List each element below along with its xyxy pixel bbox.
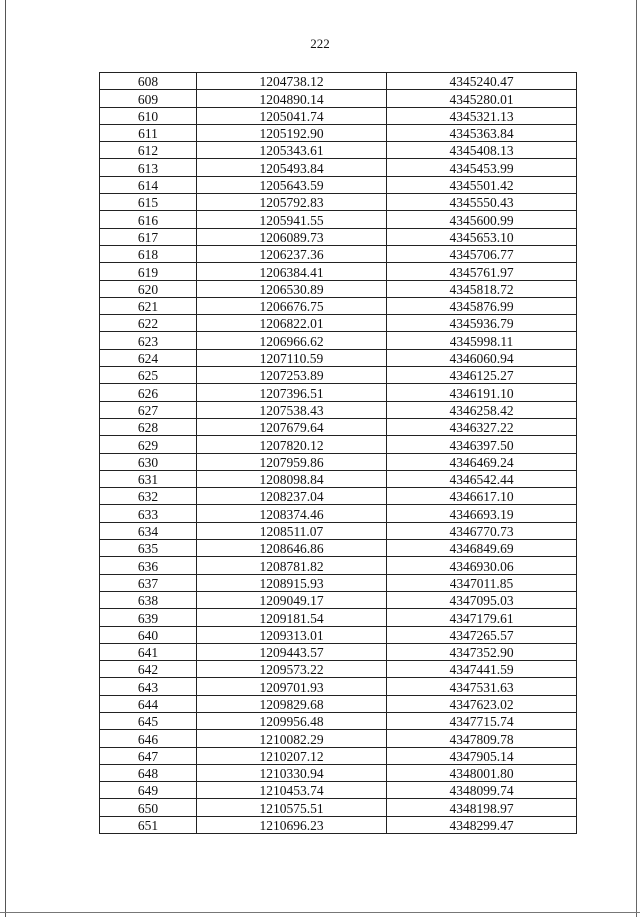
y-coordinate-cell: 4347352.90 bbox=[387, 643, 577, 660]
x-coordinate-cell: 1206676.75 bbox=[197, 297, 387, 314]
x-coordinate-cell: 1205493.84 bbox=[197, 159, 387, 176]
table-row bbox=[100, 764, 577, 781]
y-coordinate-cell: 4346258.42 bbox=[387, 401, 577, 418]
table-row bbox=[100, 315, 577, 332]
point-number-cell: 650 bbox=[100, 799, 197, 816]
x-coordinate-cell: 1208374.46 bbox=[197, 505, 387, 522]
table-row bbox=[100, 557, 577, 574]
table-row bbox=[100, 349, 577, 366]
y-coordinate-cell: 4347809.78 bbox=[387, 730, 577, 747]
point-number-cell: 630 bbox=[100, 453, 197, 470]
table-row bbox=[100, 540, 577, 557]
y-coordinate-cell: 4345363.84 bbox=[387, 124, 577, 141]
x-coordinate-cell: 1205792.83 bbox=[197, 194, 387, 211]
table-row bbox=[100, 488, 577, 505]
x-coordinate-cell: 1207110.59 bbox=[197, 349, 387, 366]
point-number-cell: 625 bbox=[100, 367, 197, 384]
x-coordinate-cell: 1208915.93 bbox=[197, 574, 387, 591]
table-row bbox=[100, 245, 577, 262]
point-number-cell: 626 bbox=[100, 384, 197, 401]
point-number-cell: 627 bbox=[100, 401, 197, 418]
point-number-cell: 638 bbox=[100, 591, 197, 608]
point-number-cell: 623 bbox=[100, 332, 197, 349]
x-coordinate-cell: 1204738.12 bbox=[197, 73, 387, 90]
y-coordinate-cell: 4348299.47 bbox=[387, 816, 577, 833]
coordinate-table bbox=[99, 72, 577, 834]
x-coordinate-cell: 1207959.86 bbox=[197, 453, 387, 470]
x-coordinate-cell: 1209701.93 bbox=[197, 678, 387, 695]
point-number-cell: 615 bbox=[100, 194, 197, 211]
y-coordinate-cell: 4345408.13 bbox=[387, 142, 577, 159]
point-number-cell: 617 bbox=[100, 228, 197, 245]
table-row bbox=[100, 384, 577, 401]
y-coordinate-cell: 4347905.14 bbox=[387, 747, 577, 764]
x-coordinate-cell: 1209049.17 bbox=[197, 591, 387, 608]
x-coordinate-cell: 1205192.90 bbox=[197, 124, 387, 141]
point-number-cell: 651 bbox=[100, 816, 197, 833]
point-number-cell: 643 bbox=[100, 678, 197, 695]
y-coordinate-cell: 4346327.22 bbox=[387, 418, 577, 435]
y-coordinate-cell: 4345240.47 bbox=[387, 73, 577, 90]
x-coordinate-cell: 1208646.86 bbox=[197, 540, 387, 557]
table-row bbox=[100, 142, 577, 159]
point-number-cell: 614 bbox=[100, 176, 197, 193]
point-number-cell: 610 bbox=[100, 107, 197, 124]
y-coordinate-cell: 4347265.57 bbox=[387, 626, 577, 643]
x-coordinate-cell: 1210207.12 bbox=[197, 747, 387, 764]
y-coordinate-cell: 4348099.74 bbox=[387, 782, 577, 799]
point-number-cell: 618 bbox=[100, 245, 197, 262]
page-number: 222 bbox=[310, 36, 330, 51]
point-number-cell: 633 bbox=[100, 505, 197, 522]
y-coordinate-cell: 4345550.43 bbox=[387, 194, 577, 211]
table-row bbox=[100, 297, 577, 314]
x-coordinate-cell: 1204890.14 bbox=[197, 90, 387, 107]
x-coordinate-cell: 1209181.54 bbox=[197, 609, 387, 626]
table-row bbox=[100, 643, 577, 660]
x-coordinate-cell: 1208511.07 bbox=[197, 522, 387, 539]
point-number-cell: 634 bbox=[100, 522, 197, 539]
x-coordinate-cell: 1210575.51 bbox=[197, 799, 387, 816]
y-coordinate-cell: 4346849.69 bbox=[387, 540, 577, 557]
point-number-cell: 635 bbox=[100, 540, 197, 557]
x-coordinate-cell: 1207820.12 bbox=[197, 436, 387, 453]
y-coordinate-cell: 4347179.61 bbox=[387, 609, 577, 626]
point-number-cell: 620 bbox=[100, 280, 197, 297]
point-number-cell: 637 bbox=[100, 574, 197, 591]
point-number-cell: 646 bbox=[100, 730, 197, 747]
y-coordinate-cell: 4348198.97 bbox=[387, 799, 577, 816]
table-row bbox=[100, 816, 577, 833]
y-coordinate-cell: 4345876.99 bbox=[387, 297, 577, 314]
point-number-cell: 645 bbox=[100, 712, 197, 729]
y-coordinate-cell: 4345653.10 bbox=[387, 228, 577, 245]
table-row bbox=[100, 73, 577, 90]
y-coordinate-cell: 4348001.80 bbox=[387, 764, 577, 781]
point-number-cell: 611 bbox=[100, 124, 197, 141]
table-row bbox=[100, 712, 577, 729]
table-row bbox=[100, 661, 577, 678]
y-coordinate-cell: 4345600.99 bbox=[387, 211, 577, 228]
point-number-cell: 629 bbox=[100, 436, 197, 453]
coordinate-table-body bbox=[100, 73, 577, 834]
point-number-cell: 631 bbox=[100, 470, 197, 487]
table-row bbox=[100, 124, 577, 141]
y-coordinate-cell: 4345280.01 bbox=[387, 90, 577, 107]
table-row bbox=[100, 591, 577, 608]
y-coordinate-cell: 4345761.97 bbox=[387, 263, 577, 280]
table-row bbox=[100, 401, 577, 418]
scan-bottom-edge bbox=[0, 912, 640, 913]
point-number-cell: 642 bbox=[100, 661, 197, 678]
table-row bbox=[100, 211, 577, 228]
x-coordinate-cell: 1208237.04 bbox=[197, 488, 387, 505]
table-row bbox=[100, 799, 577, 816]
y-coordinate-cell: 4346770.73 bbox=[387, 522, 577, 539]
table-row bbox=[100, 453, 577, 470]
y-coordinate-cell: 4347011.85 bbox=[387, 574, 577, 591]
table-row bbox=[100, 194, 577, 211]
y-coordinate-cell: 4347715.74 bbox=[387, 712, 577, 729]
x-coordinate-cell: 1207679.64 bbox=[197, 418, 387, 435]
y-coordinate-cell: 4345706.77 bbox=[387, 245, 577, 262]
scan-right-edge bbox=[636, 0, 637, 917]
point-number-cell: 639 bbox=[100, 609, 197, 626]
y-coordinate-cell: 4346469.24 bbox=[387, 453, 577, 470]
y-coordinate-cell: 4346191.10 bbox=[387, 384, 577, 401]
table-row bbox=[100, 730, 577, 747]
table-row bbox=[100, 505, 577, 522]
y-coordinate-cell: 4345501.42 bbox=[387, 176, 577, 193]
x-coordinate-cell: 1205041.74 bbox=[197, 107, 387, 124]
table-row bbox=[100, 228, 577, 245]
x-coordinate-cell: 1209443.57 bbox=[197, 643, 387, 660]
point-number-cell: 608 bbox=[100, 73, 197, 90]
point-number-cell: 609 bbox=[100, 90, 197, 107]
x-coordinate-cell: 1206384.41 bbox=[197, 263, 387, 280]
y-coordinate-cell: 4345998.11 bbox=[387, 332, 577, 349]
y-coordinate-cell: 4346060.94 bbox=[387, 349, 577, 366]
x-coordinate-cell: 1206530.89 bbox=[197, 280, 387, 297]
x-coordinate-cell: 1209829.68 bbox=[197, 695, 387, 712]
point-number-cell: 640 bbox=[100, 626, 197, 643]
x-coordinate-cell: 1206966.62 bbox=[197, 332, 387, 349]
table-row bbox=[100, 263, 577, 280]
y-coordinate-cell: 4346542.44 bbox=[387, 470, 577, 487]
y-coordinate-cell: 4346617.10 bbox=[387, 488, 577, 505]
x-coordinate-cell: 1210330.94 bbox=[197, 764, 387, 781]
table-row bbox=[100, 522, 577, 539]
point-number-cell: 624 bbox=[100, 349, 197, 366]
x-coordinate-cell: 1210082.29 bbox=[197, 730, 387, 747]
x-coordinate-cell: 1205643.59 bbox=[197, 176, 387, 193]
table-row bbox=[100, 280, 577, 297]
table-row bbox=[100, 107, 577, 124]
x-coordinate-cell: 1209573.22 bbox=[197, 661, 387, 678]
y-coordinate-cell: 4347441.59 bbox=[387, 661, 577, 678]
table-row bbox=[100, 574, 577, 591]
point-number-cell: 647 bbox=[100, 747, 197, 764]
x-coordinate-cell: 1206822.01 bbox=[197, 315, 387, 332]
y-coordinate-cell: 4346125.27 bbox=[387, 367, 577, 384]
x-coordinate-cell: 1208098.84 bbox=[197, 470, 387, 487]
x-coordinate-cell: 1209313.01 bbox=[197, 626, 387, 643]
y-coordinate-cell: 4345818.72 bbox=[387, 280, 577, 297]
y-coordinate-cell: 4346693.19 bbox=[387, 505, 577, 522]
x-coordinate-cell: 1207538.43 bbox=[197, 401, 387, 418]
y-coordinate-cell: 4345453.99 bbox=[387, 159, 577, 176]
x-coordinate-cell: 1205343.61 bbox=[197, 142, 387, 159]
point-number-cell: 628 bbox=[100, 418, 197, 435]
table-row bbox=[100, 695, 577, 712]
scan-left-edge bbox=[5, 0, 6, 917]
point-number-cell: 621 bbox=[100, 297, 197, 314]
point-number-cell: 622 bbox=[100, 315, 197, 332]
table-row bbox=[100, 159, 577, 176]
x-coordinate-cell: 1205941.55 bbox=[197, 211, 387, 228]
x-coordinate-cell: 1207396.51 bbox=[197, 384, 387, 401]
table-row bbox=[100, 678, 577, 695]
point-number-cell: 619 bbox=[100, 263, 197, 280]
y-coordinate-cell: 4345321.13 bbox=[387, 107, 577, 124]
point-number-cell: 616 bbox=[100, 211, 197, 228]
y-coordinate-cell: 4346397.50 bbox=[387, 436, 577, 453]
table-row bbox=[100, 332, 577, 349]
x-coordinate-cell: 1210696.23 bbox=[197, 816, 387, 833]
y-coordinate-cell: 4345936.79 bbox=[387, 315, 577, 332]
table-row bbox=[100, 626, 577, 643]
table-row bbox=[100, 747, 577, 764]
y-coordinate-cell: 4346930.06 bbox=[387, 557, 577, 574]
point-number-cell: 612 bbox=[100, 142, 197, 159]
y-coordinate-cell: 4347623.02 bbox=[387, 695, 577, 712]
x-coordinate-cell: 1208781.82 bbox=[197, 557, 387, 574]
point-number-cell: 644 bbox=[100, 695, 197, 712]
y-coordinate-cell: 4347531.63 bbox=[387, 678, 577, 695]
point-number-cell: 636 bbox=[100, 557, 197, 574]
x-coordinate-cell: 1206089.73 bbox=[197, 228, 387, 245]
table-row bbox=[100, 470, 577, 487]
x-coordinate-cell: 1210453.74 bbox=[197, 782, 387, 799]
table-row bbox=[100, 609, 577, 626]
table-row bbox=[100, 782, 577, 799]
table-row bbox=[100, 367, 577, 384]
point-number-cell: 648 bbox=[100, 764, 197, 781]
table-row bbox=[100, 418, 577, 435]
table-row bbox=[100, 90, 577, 107]
x-coordinate-cell: 1209956.48 bbox=[197, 712, 387, 729]
point-number-cell: 613 bbox=[100, 159, 197, 176]
table-row bbox=[100, 436, 577, 453]
point-number-cell: 632 bbox=[100, 488, 197, 505]
x-coordinate-cell: 1207253.89 bbox=[197, 367, 387, 384]
point-number-cell: 649 bbox=[100, 782, 197, 799]
y-coordinate-cell: 4347095.03 bbox=[387, 591, 577, 608]
table-row bbox=[100, 176, 577, 193]
point-number-cell: 641 bbox=[100, 643, 197, 660]
x-coordinate-cell: 1206237.36 bbox=[197, 245, 387, 262]
